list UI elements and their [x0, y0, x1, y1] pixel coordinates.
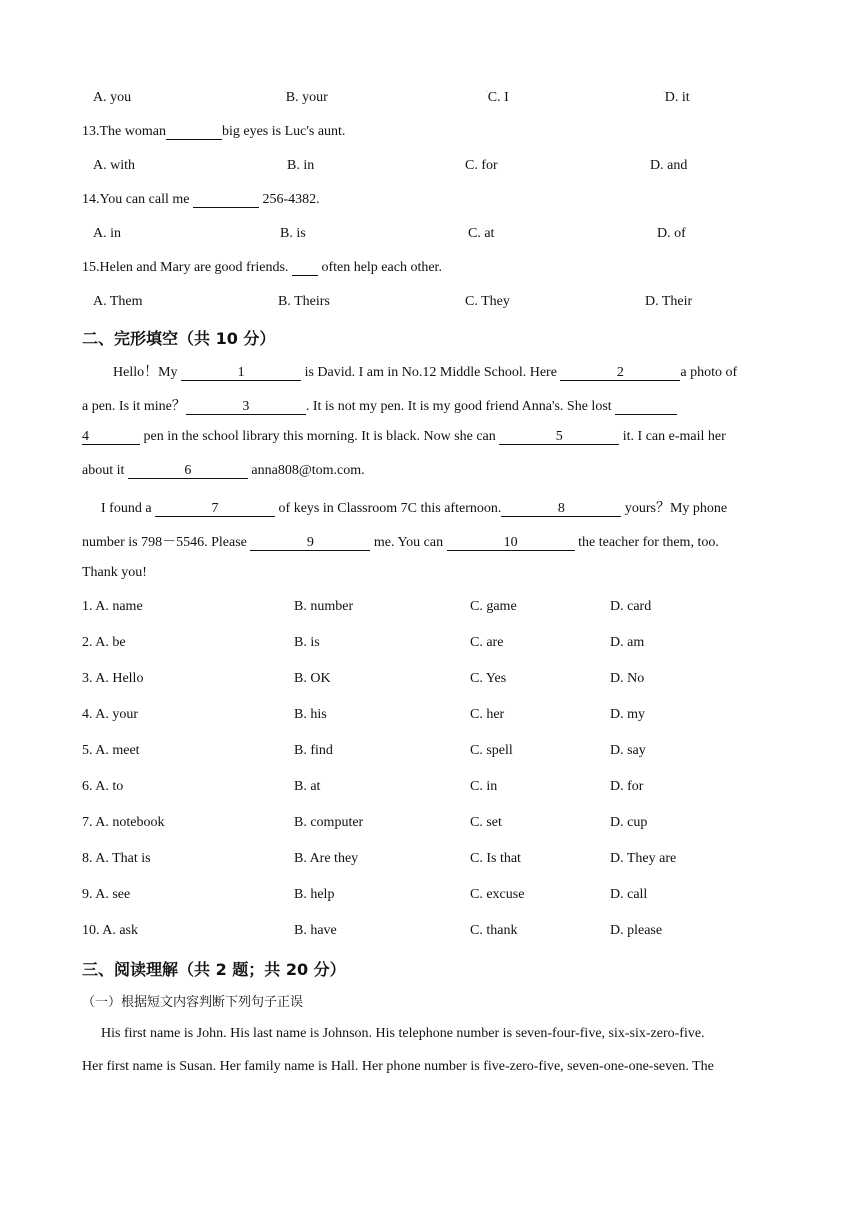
cloze-options-row	[0, 743, 860, 763]
answer-blank	[166, 125, 222, 140]
option: 5. A. meet	[82, 743, 140, 758]
cloze-options-row	[0, 923, 860, 943]
option: D. my	[610, 707, 645, 722]
option: D. call	[610, 887, 648, 902]
reading-line-1: His first name is John. His last name is Johnson. His telephone number is seven-four-five, six-six-zero-five.	[101, 1026, 705, 1041]
cloze-options-row	[0, 635, 860, 655]
answer-blank	[193, 193, 259, 208]
q13-options	[0, 158, 860, 178]
option: 3. A. Hello	[82, 671, 144, 686]
option: B. in	[287, 158, 315, 173]
option: D. No	[610, 671, 645, 686]
option: C. excuse	[470, 887, 525, 902]
option: D. say	[610, 743, 646, 758]
option: A. you	[93, 90, 132, 105]
option: 9. A. see	[82, 887, 131, 902]
option: B. Theirs	[278, 294, 330, 309]
option: D. Their	[645, 294, 693, 309]
option: C. spell	[470, 743, 513, 758]
cloze-options-row	[0, 851, 860, 871]
section-3-heading: 三、阅读理解（共 2 题；共 20 分）	[82, 960, 346, 979]
option: D. for	[610, 779, 644, 794]
question-text: 15.Helen and Mary are good friends.	[82, 260, 289, 275]
cloze-options-row	[0, 815, 860, 835]
option: 8. A. That is	[82, 851, 151, 866]
cloze-blank-9: 9	[250, 536, 370, 551]
option: C. thank	[470, 923, 518, 938]
option: C. are	[470, 635, 504, 650]
q15-options	[0, 294, 860, 314]
question-text: big eyes is Luc's aunt.	[221, 124, 346, 139]
cloze-options-row	[0, 779, 860, 799]
cloze-line-6: number is 798－5546. Please 9 me. You can 10 the teacher for them, too.	[82, 535, 719, 550]
option: D. cup	[610, 815, 648, 830]
option: D. am	[610, 635, 645, 650]
option: D. and	[650, 158, 688, 173]
option: B. help	[294, 887, 335, 902]
option: 6. A. to	[82, 779, 124, 794]
option: B. OK	[294, 671, 331, 686]
question-text: 14.You can call me	[82, 192, 190, 207]
option: B. number	[294, 599, 354, 614]
cloze-blank-5: 5	[499, 430, 619, 445]
option: 10. A. ask	[82, 923, 138, 938]
option: C. They	[465, 294, 510, 309]
question-text: 256-4382.	[262, 192, 320, 207]
option: A. in	[93, 226, 121, 241]
option: B. at	[294, 779, 321, 794]
cloze-blank-6: 6	[128, 464, 248, 479]
q14-options	[0, 226, 860, 246]
cloze-blank-3: 3	[186, 400, 306, 415]
option: C. game	[470, 599, 517, 614]
question-text: often help each other.	[321, 260, 442, 275]
option: C. set	[470, 815, 502, 830]
cloze-blank-10: 10	[447, 536, 575, 551]
option: 4. A. your	[82, 707, 138, 722]
cloze-blank-7: 7	[155, 502, 275, 517]
option: B. is	[280, 226, 306, 241]
reading-subheading: （一）根据短文内容判断下列句子正误	[82, 995, 304, 1010]
option: D. They are	[610, 851, 677, 866]
option: D. of	[657, 226, 686, 241]
question-15	[82, 260, 442, 276]
option: ▫D. it	[663, 90, 690, 105]
option: ▫C. I	[486, 90, 509, 105]
question-14	[82, 192, 320, 208]
option: C. in	[470, 779, 498, 794]
option: 2. A. be	[82, 635, 126, 650]
cloze-options-row	[0, 887, 860, 907]
option: 1. A. name	[82, 599, 143, 614]
cloze-blank-4: 4	[82, 430, 140, 445]
question-13	[82, 124, 345, 140]
cloze-line-2: a pen. Is it mine？ 3 . It is not my pen. It is my good friend Anna's. She lost	[82, 395, 677, 415]
option: D. card	[610, 599, 652, 614]
option: B. computer	[294, 815, 364, 830]
option: ▫B. your	[284, 90, 328, 105]
cloze-options-row	[0, 707, 860, 727]
option: C. her	[470, 707, 505, 722]
option: D. please	[610, 923, 663, 938]
option: B. is	[294, 635, 320, 650]
cloze-blank-8: 8	[501, 502, 621, 517]
option: C. at	[468, 226, 495, 241]
cloze-blank-1: 1	[181, 366, 301, 381]
option: C. Is that	[470, 851, 521, 866]
cloze-line-5: I found a 7 of keys in Classroom 7C this afternoon. 8 yours？My phone	[101, 501, 728, 516]
section-2-heading: 二、完形填空（共 10 分）	[82, 329, 276, 348]
cloze-options-row	[0, 671, 860, 691]
answer-blank	[292, 261, 318, 276]
option: B. his	[294, 707, 327, 722]
cloze-line-7: Thank you!	[82, 565, 147, 580]
option: B. have	[294, 923, 337, 938]
cloze-options-row	[0, 599, 860, 619]
cloze-line-3: 4 pen in the school library this morning. It is black. Now she can 5 it. I can e-mail her	[82, 429, 726, 444]
option: A. Them	[93, 294, 143, 309]
option: A. with	[93, 158, 135, 173]
reading-line-2: Her first name is Susan. Her family name is Hall. Her phone number is five-zero-five, seven-one-one-seven. The	[82, 1059, 714, 1074]
option: C. for	[465, 158, 498, 173]
option: B. Are they	[294, 851, 359, 866]
cloze-line-1: Hello！My 1 is David. I am in No.12 Middle School. Here 2 a photo of	[113, 365, 738, 380]
cloze-blank-2: 2	[560, 366, 680, 381]
cloze-line-4: about it 6 anna808@tom.com.	[82, 463, 365, 478]
q12-options	[0, 90, 860, 110]
question-text: 13.The woman	[82, 124, 166, 139]
option: 7. A. notebook	[82, 815, 165, 830]
option: C. Yes	[470, 671, 507, 686]
cloze-blank-4-start	[615, 400, 677, 415]
option: B. find	[294, 743, 333, 758]
